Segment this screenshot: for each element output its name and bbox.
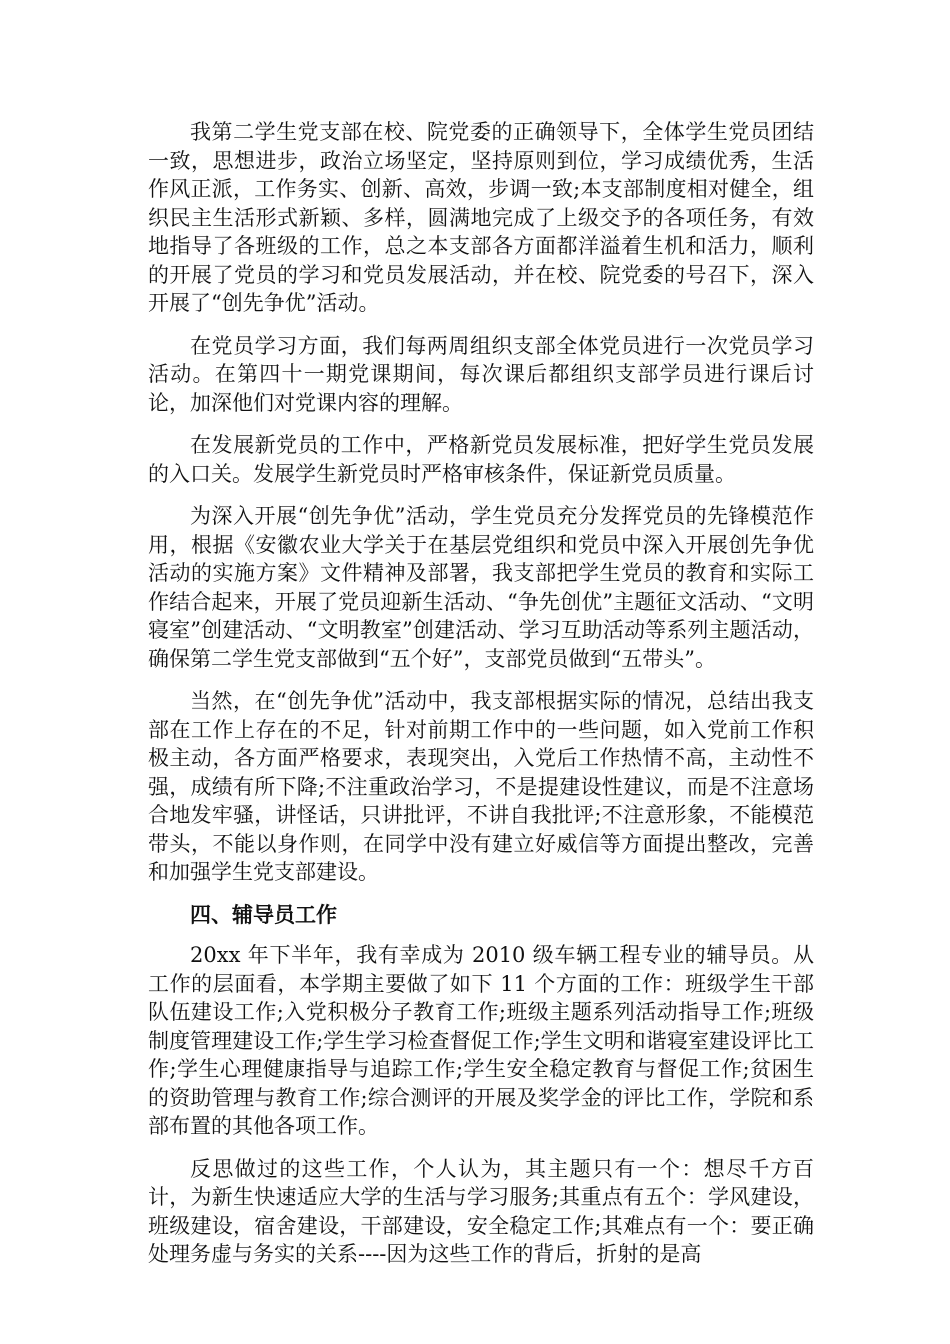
paragraph-counselor-tasks: 20xx 年下半年，我有幸成为 2010 级车辆工程专业的辅导员。从工作的层面看，本学期主要做了如下 11 个方面的工作：班级学生干部队伍建设工作;入党积极分子教育工作;班级主题系列活动指导工作;班级制度管理建设工作;学生学习检查督促工作;学生文明和谐寝室建设评比工作;学生心理健康指导与追踪工作;学生安全稳定教育与督促工作;贫困生的资助管理与教育工作;综合测评的开展及奖学金的评比工作，学院和系部布置的其他各项工作。	[148, 943, 814, 1138]
paragraph-party-study: 在党员学习方面，我们每两周组织支部全体党员进行一次党员学习活动。在第四十一期党课期间，每次课后都组织支部学员进行课后讨论，加深他们对党课内容的理解。	[148, 333, 814, 415]
paragraph-reflection: 反思做过的这些工作，个人认为，其主题只有一个：想尽千方百计，为新生快速适应大学的生活与学习服务;其重点有五个：学风建设，班级建设，宿舍建设，干部建设，安全稳定工作;其难点有一个：要正确处理务虚与务实的关系----因为这些工作的背后，折射的是高	[148, 1156, 814, 1266]
paragraph-excellence-campaign: 为深入开展“创先争优”活动，学生党员充分发挥党员的先锋模范作用，根据《安徽农业大学关于在基层党组织和党员中深入开展创先争优活动的实施方案》文件精神及部署，我支部把学生党员的教育和实际工作结合起来，开展了党员迎新生活动、“争先创优”主题征文活动、“文明寝室”创建活动、“文明教室”创建活动、学习互助活动等系列主题活动，确保第二学生党支部做到“五个好”，支部党员做到“五带头”。	[148, 504, 814, 671]
document-body	[148, 118, 814, 1283]
paragraph-new-members: 在发展新党员的工作中，严格新党员发展标准，把好学生党员发展的入口关。发展学生新党员时严格审核条件，保证新党员质量。	[148, 433, 814, 486]
paragraph-party-branch-overview: 我第二学生党支部在校、院党委的正确领导下，全体学生党员团结一致，思想进步，政治立场坚定，坚持原则到位，学习成绩优秀，生活作风正派，工作务实、创新、高效，步调一致;本支部制度相对健全，组织民主生活形式新颖、多样，圆满地完成了上级交予的各项任务，有效地指导了各班级的工作，总之本支部各方面都洋溢着生机和活力，顺利的开展了党员的学习和党员发展活动，并在校、院党委的号召下，深入开展了“创先争优”活动。	[148, 120, 814, 315]
section-heading-counselor-work: 四、辅导员工作	[190, 902, 337, 927]
paragraph-shortcomings: 当然，在“创先争优”活动中，我支部根据实际的情况，总结出我支部在工作上存在的不足，针对前期工作中的一些问题，如入党前工作积极主动，各方面严格要求，表现突出，入党后工作热情不高，主动性不强，成绩有所下降;不注重政治学习，不是提建设性建议，而是不注意场合地发牢骚，讲怪话，只讲批评，不讲自我批评;不注意形象，不能模范带头，不能以身作则，在同学中没有建立好威信等方面提出整改，完善和加强学生党支部建设。	[148, 689, 814, 884]
